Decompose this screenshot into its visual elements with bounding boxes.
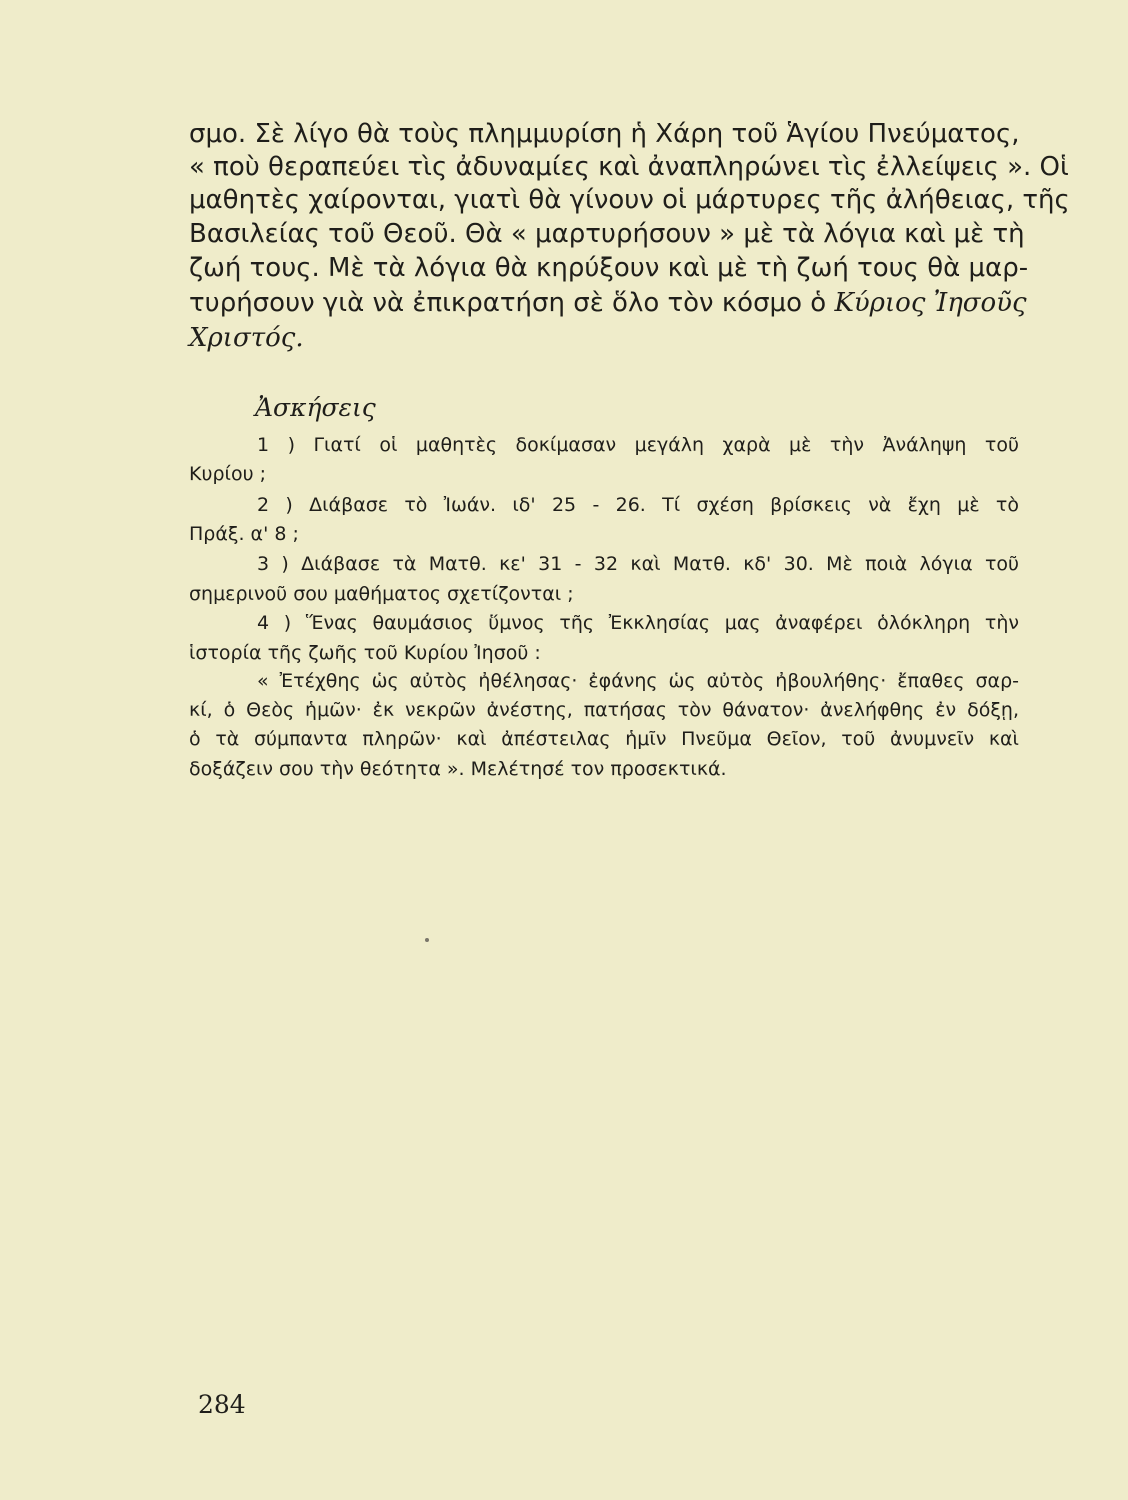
paragraph-line: μαθητὲς χαίρονται, γιατὶ θὰ γίνουν οἱ μάρτυρες τῆς ἀλήθειας, τῆς xyxy=(189,185,1070,215)
paragraph-line xyxy=(189,287,1027,319)
paragraph-line: σμο. Σὲ λίγο θὰ τοὺς πλημμυρίση ἡ Χάρη τοῦ Ἁγίου Πνεύματος, xyxy=(189,119,1020,149)
hymn-line: κί, ὁ Θεὸς ἡμῶν· ἐκ νεκρῶν ἀνέστης, πατήσας τὸν θάνατον· ἀνελήφθης ἐν δόξῃ, xyxy=(189,699,1019,721)
paragraph-line-text: τυρήσουν γιὰ νὰ ἐπικρατήση σὲ ὅλο τὸν κόσμο ὁ xyxy=(189,288,827,318)
exercise-line: σημερινοῦ σου μαθήματος σχετίζονται ; xyxy=(189,583,574,605)
exercise-line: ἱστορία τῆς ζωῆς τοῦ Κυρίου Ἰησοῦ : xyxy=(189,642,541,664)
exercise-line: 4 ) Ἕνας θαυμάσιος ὕμνος τῆς Ἐκκλησίας μας ἀναφέρει ὁλόκληρη τὴν xyxy=(257,612,1019,634)
paper-speck xyxy=(425,938,429,942)
exercise-line: Κυρίου ; xyxy=(189,463,267,485)
exercise-line: 1 ) Γιατί οἱ μαθητὲς δοκίμασαν μεγάλη χαρὰ μὲ τὴν Ἀνάληψη τοῦ xyxy=(257,434,1019,456)
paragraph-line: ζωή τους. Μὲ τὰ λόγια θὰ κηρύξουν καὶ μὲ τὴ ζωή τους θὰ μαρ- xyxy=(189,253,1029,283)
paragraph-line: Βασιλείας τοῦ Θεοῦ. Θὰ « μαρτυρήσουν » μὲ τὰ λόγια καὶ μὲ τὴ xyxy=(189,219,1025,249)
hymn-line: ὁ τὰ σύμπαντα πληρῶν· καὶ ἀπέστειλας ἡμῖν Πνεῦμα Θεῖον, τοῦ ἀνυμνεῖν καὶ xyxy=(189,728,1019,750)
italic-name: Χριστός. xyxy=(189,323,304,353)
exercise-line: 2 ) Διάβασε τὸ Ἰωάν. ιδ' 25 - 26. Τί σχέση βρίσκεις νὰ ἔχη μὲ τὸ xyxy=(257,494,1019,516)
hymn-line: δοξάζειν σου τὴν θεότητα ». Μελέτησέ τον προσεκτικά. xyxy=(189,758,727,780)
exercise-line: Πράξ. α' 8 ; xyxy=(189,523,299,545)
paragraph-line xyxy=(189,322,1019,354)
page-number: 284 xyxy=(198,1390,246,1419)
hymn-line: « Ἐτέχθης ὡς αὐτὸς ἠθέλησας· ἐφάνης ὡς αὐτὸς ἠβουλήθης· ἔπαθες σαρ- xyxy=(257,670,1019,692)
exercises-heading: Ἀσκήσεις xyxy=(255,393,376,422)
exercise-line: 3 ) Διάβασε τὰ Ματθ. κε' 31 - 32 καὶ Ματθ. κδ' 30. Μὲ ποιὰ λόγια τοῦ xyxy=(257,553,1019,575)
italic-name: Κύριος Ἰησοῦς xyxy=(834,288,1027,318)
paragraph-line: « ποὺ θεραπεύει τὶς ἀδυναμίες καὶ ἀναπληρώνει τὶς ἐλλείψεις ». Οἱ xyxy=(189,152,1069,182)
